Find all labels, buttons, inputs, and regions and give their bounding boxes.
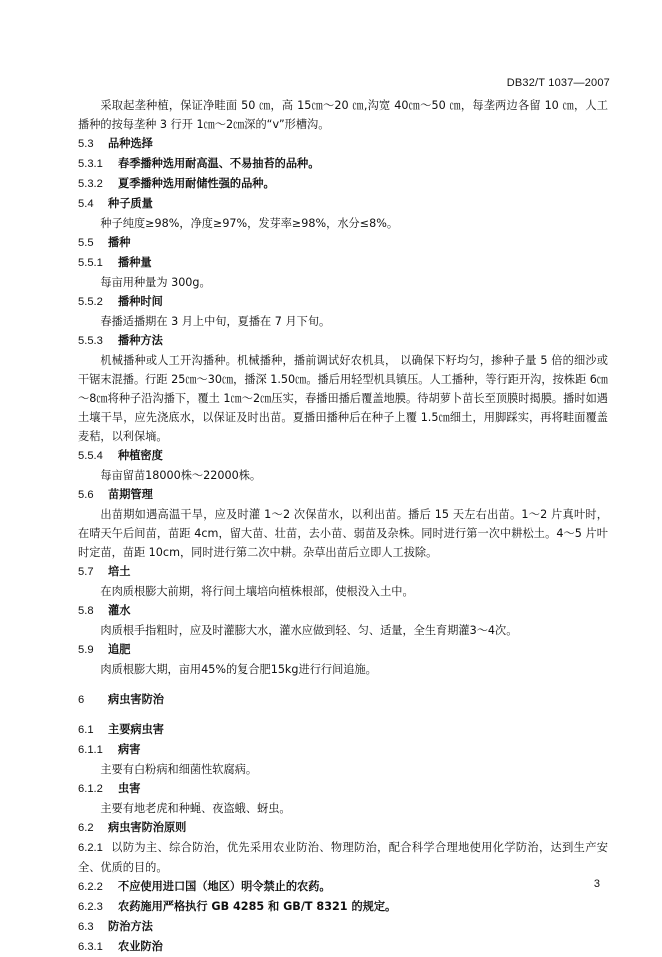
clause-title: 病虫害防治原则 — [108, 821, 187, 834]
clause-number: 5.3.2 — [78, 178, 103, 190]
clause-title: 播种 — [108, 236, 131, 249]
clause-number: 6 — [78, 694, 85, 706]
paragraph: 种子纯度≥98%，净度≥97%，发芽率≥98%，水分≤8%。 — [100, 217, 399, 230]
numbered-paragraph — [78, 838, 608, 877]
clause-heading — [78, 331, 608, 351]
clause-number: 6.1.2 — [78, 783, 103, 795]
clause-number: 6.3.1 — [78, 941, 103, 953]
clause-heading — [78, 562, 608, 582]
clause-number: 6.3 — [78, 921, 94, 933]
clause-heading — [78, 174, 608, 194]
clause-title: 夏季播种选用耐储性强的品种。 — [118, 177, 275, 190]
clause-heading — [78, 779, 608, 799]
paragraph: 出苗期如遇高温干旱，应及时灌 1～2 次保苗水，以利出苗。播后 15 天左右出苗。1～2 片真叶时，在晴天午后间苗，苗距 4cm，留大苗、壮苗，去小苗、弱苗及杂株。同时进行第一次中耕松土。4～5 片叶时定苗，苗距 10cm，同时进行第二次中耕。杂草出苗后立即人工拔除。 — [78, 508, 608, 559]
clause-heading — [78, 446, 608, 466]
clause-number: 6.2.2 — [78, 881, 103, 893]
clause-heading — [78, 485, 608, 505]
clause-title: 追肥 — [108, 643, 131, 656]
clause-heading — [78, 253, 608, 273]
clause-number: 5.3.1 — [78, 158, 103, 170]
clause-number: 5.5.4 — [78, 450, 103, 462]
clause-heading — [78, 877, 608, 897]
clause-title: 培土 — [108, 565, 131, 578]
clause-heading — [78, 194, 608, 214]
clause-title: 播种时间 — [118, 295, 163, 308]
clause-title: 病害 — [118, 743, 141, 756]
clause-title: 主要病虫害 — [108, 723, 164, 736]
clause-number: 5.4 — [78, 198, 94, 210]
paragraph: 肉质根手指粗时，应及时灌膨大水，灌水应做到轻、匀、适量，全生育期灌3～4次。 — [100, 624, 518, 637]
paragraph: 在肉质根膨大前期，将行间土壤培向植株根部，使根没入土中。 — [100, 585, 414, 598]
clause-title: 品种选择 — [108, 137, 153, 150]
clause-title: 农业防治 — [118, 940, 163, 953]
clause-number: 5.6 — [78, 489, 94, 501]
clause-number: 6.1.1 — [78, 744, 103, 756]
clause-number: 5.5.1 — [78, 257, 103, 269]
clause-number: 5.8 — [78, 605, 94, 617]
clause-heading — [78, 601, 608, 621]
clause-heading — [78, 640, 608, 660]
clause-title: 春季播种选用耐高温、不易抽苔的品种。 — [118, 157, 320, 170]
clause-title: 灌水 — [108, 604, 131, 617]
clause-title: 种子质量 — [108, 197, 153, 210]
clause-heading — [78, 937, 608, 957]
clause-heading — [78, 897, 608, 917]
clause-number: 6.2.3 — [78, 901, 103, 913]
clause-heading — [78, 154, 608, 174]
paragraph: 主要有地老虎和种蝇、夜盗蛾、蚜虫。 — [100, 802, 291, 815]
clause-number: 5.5 — [78, 237, 94, 249]
paragraph: 机械播种或人工开沟播种。机械播种，播前调试好农机具， 以确保下籽均匀，掺种子量 5 倍的细沙或干锯末混播。行距 25㎝～30㎝，播深 1.50㎝。播后用轻型机具镇压。人工播种，等行距开沟，按株距 6㎝～8㎝将种子沿沟播下，覆土 1㎝～2㎝压实，春播田播后覆盖地膜。待胡萝卜苗长至顶膜时揭膜。播时如遇土壤干旱，应先浇底水，以保证及时出苗。夏播田播种后在种子上覆 1.5㎝细土，用脚踩实，再将畦面覆盖麦秸，以利保墒。 — [78, 354, 608, 443]
clause-heading — [78, 720, 608, 740]
clause-number: 5.5.3 — [78, 335, 103, 347]
clause-number: 5.9 — [78, 644, 94, 656]
clause-title: 虫害 — [118, 782, 141, 795]
clause-number: 6.2 — [78, 822, 94, 834]
clause-heading — [78, 917, 608, 937]
paragraph: 每亩用种量为 300g。 — [100, 276, 211, 289]
clause-number: 6.2.1 — [78, 842, 103, 854]
clause-heading — [78, 818, 608, 838]
clause-title: 防治方法 — [108, 920, 153, 933]
clause-title: 病虫害防治 — [108, 693, 164, 706]
paragraph: 主要有白粉病和细菌性软腐病。 — [100, 763, 258, 776]
paragraph: 每亩留苗18000株～22000株。 — [100, 469, 262, 482]
paragraph: 采取起垄种植，保证净畦面 50 ㎝，高 15㎝～20 ㎝,沟宽 40㎝～50 ㎝，每垄两边各留 10 ㎝，人工播种的按每垄种 3 行开 1㎝～2㎝深的“v”形槽沟。 — [78, 99, 608, 131]
page-number: 3 — [593, 878, 600, 890]
clause-number: 6.1 — [78, 724, 94, 736]
clause-title: 不应使用进口国（地区）明令禁止的农药。 — [118, 880, 331, 893]
document-body — [78, 96, 608, 957]
paragraph: 春播适播期在 3 月上中旬，夏播在 7 月下旬。 — [100, 315, 331, 328]
clause-title: 苗期管理 — [108, 488, 153, 501]
document-code: DB32/T 1037—2007 — [506, 77, 610, 89]
paragraph: 肉质根膨大期，亩用45%的复合肥15kg进行行间追施。 — [100, 663, 377, 676]
section-heading — [78, 690, 608, 710]
clause-heading — [78, 740, 608, 760]
clause-heading — [78, 134, 608, 154]
clause-number: 5.5.2 — [78, 296, 103, 308]
clause-heading — [78, 233, 608, 253]
clause-title: 播种方法 — [118, 334, 163, 347]
clause-number: 5.7 — [78, 566, 94, 578]
clause-title: 播种量 — [118, 256, 152, 269]
clause-number: 5.3 — [78, 138, 94, 150]
clause-title: 种植密度 — [118, 449, 163, 462]
clause-heading — [78, 292, 608, 312]
clause-text: 以防为主、综合防治，优先采用农业防治、物理防治，配合科学合理地使用化学防治，达到生产安全、优质的目的。 — [78, 841, 608, 874]
clause-title: 农药施用严格执行 GB 4285 和 GB/T 8321 的规定。 — [118, 900, 397, 913]
